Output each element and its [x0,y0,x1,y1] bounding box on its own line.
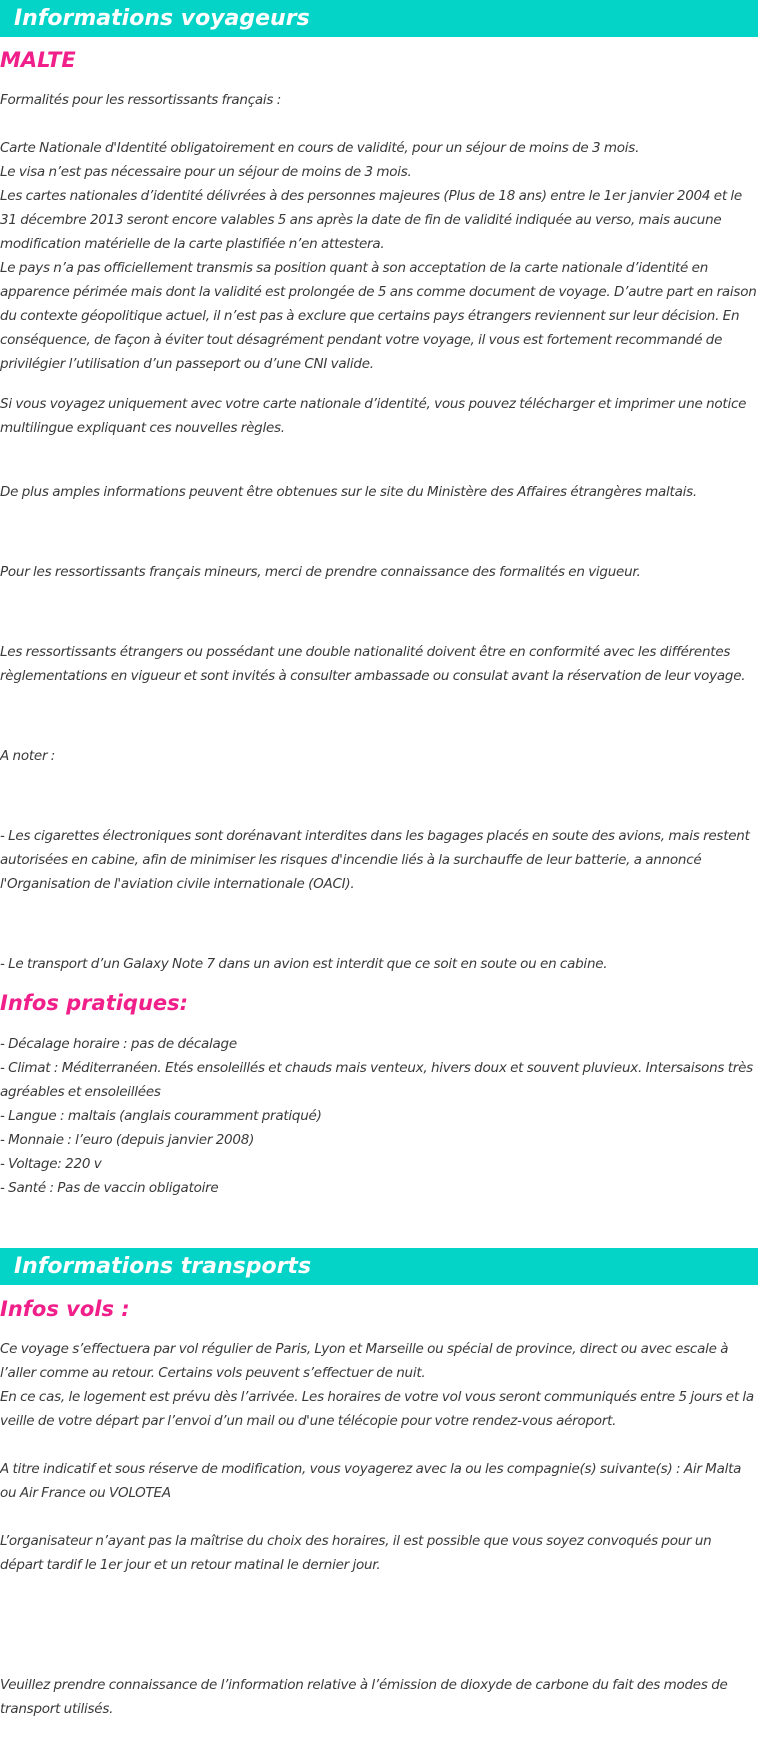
foreigners-paragraph: Les ressortissants étrangers ou possédant une double nationalité doivent être en conformité avec les différentes règlementations en vigueur et sont invités à consulter ambassade ou consulat avant la réservation de leur voyage. [0,644,746,684]
transports-header: Informations transports [0,1248,758,1285]
formalites-line: Le pays n’a pas officiellement transmis sa position quant à son acceptation de la carte nationale d’identité en apparence périmée mais dont la validité est prolongée de 5 ans comme document de voyage. D’autre part en raison du contexte géopolitique actuel, il n’est pas à exclure que certains pays étrangers reviennent sur leur décision. En conséquence, de façon à éviter tout désagrément pendant votre voyage, il vous est fortement recommandé de privilégier l’utilisation d’un passeport ou d’une CNI valide. [0,260,757,372]
pratique-item: - Voltage: 220 v [0,1156,102,1172]
infos-pratiques-list [0,1032,758,1200]
formalites-line: Les cartes nationales d’identité délivrées à des personnes majeures (Plus de 18 ans) entre le 1er janvier 2004 et le 31 décembre 2013 seront encore valables 5 ans après la date de fin de validité indiquée au verso, mais aucune modification matérielle de la carte plastifiée n’en attestera. [0,188,742,252]
horaires-paragraph: L’organisateur n’ayant pas la maîtrise du choix des horaires, il est possible que vous soyez convoqués pour un départ tardif le 1er jour et un retour matinal le dernier jour. [0,1533,712,1573]
pratique-item: - Climat : Méditerranéen. Etés ensoleillés et chauds mais venteux, hivers doux et souvent pluvieux. Intersaisons très agréables et ensoleillées [0,1060,753,1100]
co2-paragraph: Veuillez prendre connaissance de l’information relative à l’émission de dioxyde de carbone du fait des modes de transport utilisés. [0,1677,728,1717]
formalites-line: Carte Nationale d'Identité obligatoirement en cours de validité, pour un séjour de moins de 3 mois. [0,140,640,156]
country-title: MALTE [0,48,76,72]
vols-block [0,1337,758,1433]
vols-line: Ce voyage s’effectuera par vol régulier de Paris, Lyon et Marseille ou spécial de province, direct ou avec escale à l’aller comme au retour. Certains vols peuvent s’effectuer de nuit. [0,1341,729,1381]
pratique-item: - Décalage horaire : pas de décalage [0,1036,237,1052]
vols-line: En ce cas, le logement est prévu dès l’arrivée. Les horaires de votre vol vous seront communiqués entre 5 jours et la veille de votre départ par l’envoi d’un mail ou d'une télécopie pour votre rendez-vous aéroport. [0,1389,754,1429]
minors-paragraph: Pour les ressortissants français mineurs, merci de prendre connaissance des formalités en vigueur. [0,564,641,580]
cni-notice: Si vous voyagez uniquement avec votre carte nationale d’identité, vous pouvez télécharger et imprimer une notice multilingue expliquant ces nouvelles règles. [0,396,747,436]
voyageurs-header: Informations voyageurs [0,0,758,37]
note-galaxy: - Le transport d’un Galaxy Note 7 dans un avion est interdit que ce soit en soute ou en cabine. [0,956,608,972]
pratique-item: - Santé : Pas de vaccin obligatoire [0,1180,219,1196]
formalites-line: Le visa n’est pas nécessaire pour un séjour de moins de 3 mois. [0,164,412,180]
formalites-block [0,136,758,376]
note-label: A noter : [0,748,56,764]
infos-pratiques-title: Infos pratiques: [0,991,189,1015]
more-info-paragraph: De plus amples informations peuvent être obtenues sur le site du Ministère des Affaires étrangères maltais. [0,484,697,500]
formalites-intro: Formalités pour les ressortissants français : [0,92,282,108]
infos-vols-title: Infos vols : [0,1297,130,1321]
note-cigarettes: - Les cigarettes électroniques sont dorénavant interdites dans les bagages placés en soute des avions, mais restent autorisées en cabine, afin de minimiser les risques d'incendie liés à la surchauffe de leur batterie, a annoncé l'Organisation de l'aviation civile internationale (OACI). [0,828,750,892]
compagnies-paragraph: A titre indicatif et sous réserve de modification, vous voyagerez avec la ou les compagnie(s) suivante(s) : Air Malta ou Air France ou VOLOTEA [0,1461,742,1501]
pratique-item: - Monnaie : l’euro (depuis janvier 2008) [0,1132,255,1148]
pratique-item: - Langue : maltais (anglais couramment pratiqué) [0,1108,322,1124]
